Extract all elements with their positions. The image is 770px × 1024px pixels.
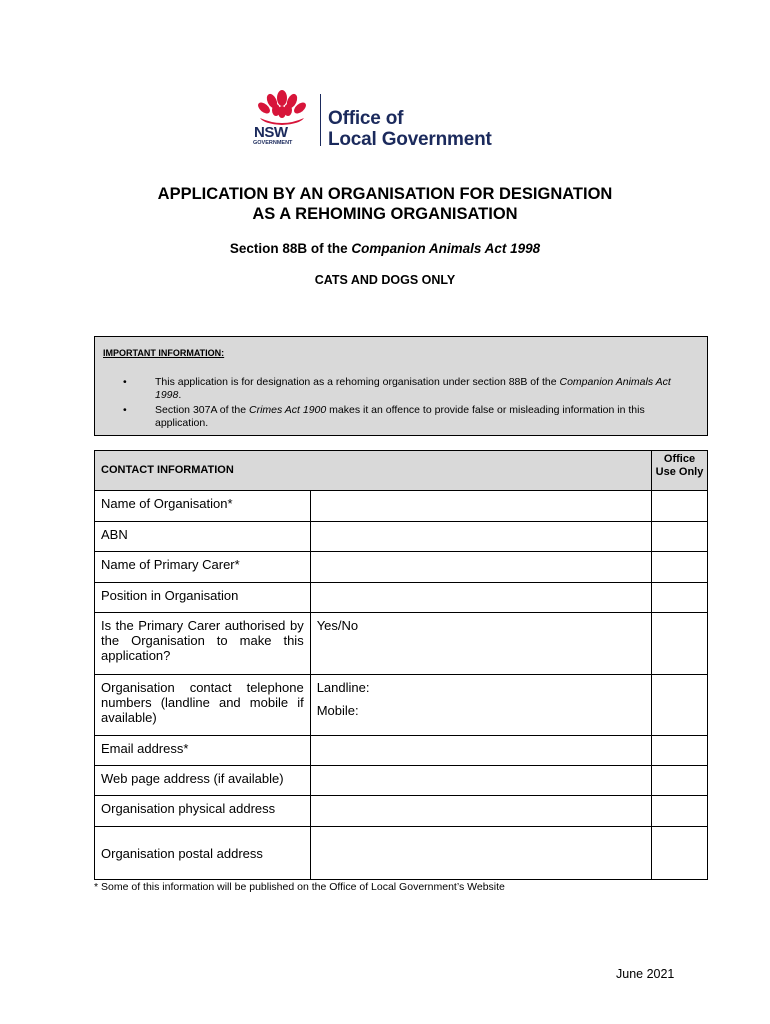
table-row (95, 552, 708, 583)
office-use-cell (652, 583, 708, 613)
office-use-cell (652, 736, 708, 766)
table-row (95, 796, 708, 827)
item2-act: Crimes Act 1900 (249, 404, 327, 416)
contact-information-table (94, 450, 708, 880)
field-label: Organisation postal address (95, 827, 311, 880)
field-label: Organisation physical address (95, 796, 311, 827)
office-use-cell (652, 613, 708, 675)
office-name-line1: Office of (328, 108, 404, 129)
field-label: Organisation contact telephone numbers (landline and mobile if available) (95, 675, 311, 736)
primary-carer-field[interactable] (310, 552, 651, 583)
bullet-icon: • (123, 376, 127, 388)
office-use-cell (652, 796, 708, 827)
important-list (103, 376, 699, 430)
table-row (95, 766, 708, 796)
important-information-box (94, 336, 708, 436)
table-header-row (95, 451, 708, 491)
section-act: Companion Animals Act 1998 (351, 241, 541, 256)
table-row (95, 827, 708, 880)
table-row (95, 613, 708, 675)
email-field[interactable] (310, 736, 651, 766)
title-line2: AS A REHOMING ORGANISATION (252, 205, 518, 223)
document-date: June 2021 (616, 967, 675, 981)
table-row (95, 675, 708, 736)
important-item-1 (103, 376, 699, 402)
section-reference (0, 241, 770, 256)
landline-label: Landline: (316, 680, 370, 695)
web-address-field[interactable] (310, 766, 651, 796)
office-name-line2: Local Government (328, 129, 492, 150)
table-row (95, 736, 708, 766)
position-field[interactable] (310, 583, 651, 613)
table-row (95, 583, 708, 613)
scope-label: CATS AND DOGS ONLY (314, 273, 456, 287)
nsw-government-logo (250, 88, 520, 152)
bullet-icon: • (123, 404, 127, 416)
field-label: ABN (95, 522, 311, 552)
item1-text: This application is for designation as a rehoming organisation under section 88B of the (155, 376, 560, 388)
table-row (95, 522, 708, 552)
office-use-cell (652, 491, 708, 522)
office-use-heading: Office Use Only (652, 451, 708, 491)
important-heading: IMPORTANT INFORMATION: (103, 348, 225, 358)
postal-address-field[interactable] (310, 827, 651, 880)
document-title (0, 184, 770, 224)
office-use-cell (652, 522, 708, 552)
field-label: Web page address (if available) (95, 766, 311, 796)
office-use-cell (652, 827, 708, 880)
field-label: Name of Primary Carer* (95, 552, 311, 583)
item1-end: . (178, 389, 182, 401)
field-label: Position in Organisation (95, 583, 311, 613)
field-label: Email address* (95, 736, 311, 766)
abn-field[interactable] (310, 522, 651, 552)
item2-end: makes it an offence to provide false or misleading information in this application. (155, 404, 645, 429)
office-use-cell (652, 552, 708, 583)
organisation-name-field[interactable] (310, 491, 651, 522)
section-prefix: Section 88B of the (229, 241, 352, 256)
office-use-cell (652, 766, 708, 796)
item1-act: Companion Animals Act 1998 (155, 376, 671, 401)
mobile-label: Mobile: (316, 703, 359, 718)
telephone-field[interactable] (310, 675, 651, 736)
title-line1: APPLICATION BY AN ORGANISATION FOR DESIGNATION (157, 185, 613, 203)
logo-nsw-text: NSW (254, 124, 288, 141)
authorised-field[interactable]: Yes/No (310, 613, 651, 675)
field-label: Name of Organisation* (95, 491, 311, 522)
logo-government-text: GOVERNMENT (253, 140, 293, 146)
field-label: Is the Primary Carer authorised by the Organisation to make this application? (95, 613, 311, 675)
table-row (95, 491, 708, 522)
contact-information-heading: CONTACT INFORMATION (95, 451, 652, 491)
office-use-cell (652, 675, 708, 736)
important-item-2 (103, 404, 699, 430)
item2-text: Section 307A of the (155, 404, 249, 416)
physical-address-field[interactable] (310, 796, 651, 827)
footnote: * Some of this information will be published on the Office of Local Government’s Website (94, 881, 505, 893)
office-name (328, 108, 492, 150)
logo-divider (320, 94, 321, 146)
